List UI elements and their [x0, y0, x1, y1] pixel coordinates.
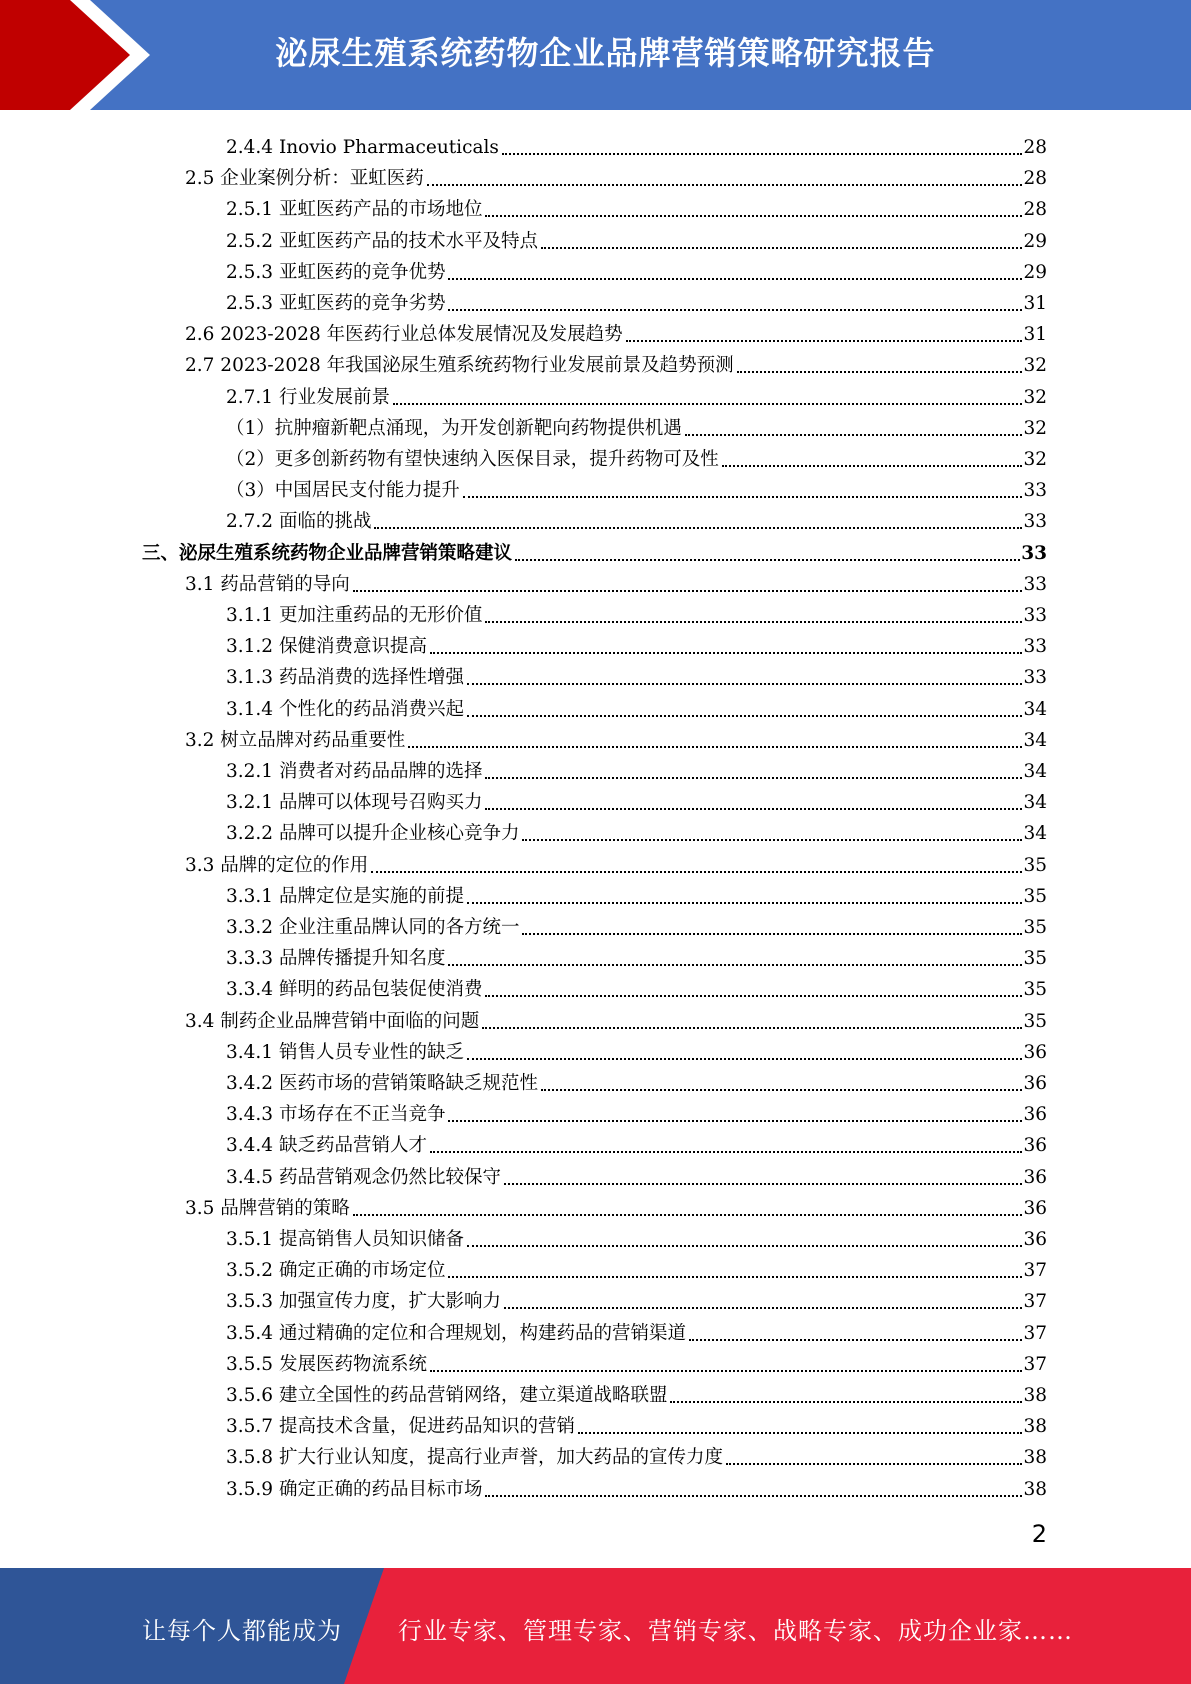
toc-leader-dots	[722, 464, 1023, 467]
toc-entry-page: 32	[1023, 449, 1047, 470]
toc-entry-page: 34	[1023, 792, 1047, 814]
toc-entry[interactable]	[226, 1438, 1047, 1469]
toc-entry-title: 2.6 2023-2028 年医药行业总体发展情况及发展趋势	[185, 324, 623, 346]
toc-entry-title: 3.3.2 企业注重品牌认同的各方统一	[226, 917, 520, 938]
toc-entry-page: 31	[1023, 324, 1047, 346]
toc-leader-dots	[541, 1088, 1022, 1091]
toc-entry[interactable]	[226, 690, 1047, 721]
toc-leader-dots	[578, 1431, 1022, 1434]
toc-entry-title: 2.5 企业案例分析：亚虹医药	[185, 168, 424, 190]
toc-leader-dots	[427, 183, 1023, 186]
toc-leader-dots	[502, 152, 1023, 155]
toc-entry-page: 35	[1023, 1010, 1047, 1032]
toc-entry[interactable]	[226, 627, 1047, 658]
footer-banner	[0, 1568, 1191, 1684]
toc-entry-title: 3.1.4 个性化的药品消费兴起	[226, 698, 464, 720]
toc-entry-page: 28	[1023, 168, 1047, 190]
toc-leader-dots	[408, 745, 1022, 748]
toc-leader-dots	[448, 308, 1022, 311]
toc-entry[interactable]	[185, 1189, 1047, 1220]
toc-entry-page: 34	[1023, 823, 1047, 845]
toc-entry[interactable]	[226, 752, 1047, 783]
toc-entry[interactable]	[226, 1095, 1047, 1126]
toc-entry-page: 35	[1023, 979, 1047, 1001]
toc-leader-dots	[485, 776, 1022, 779]
toc-entry-title: 3.3.4 鲜明的药品包装促使消费	[226, 979, 483, 1001]
toc-entry-page: 35	[1023, 854, 1047, 876]
toc-entry-title: （1）抗肿瘤新靶点涌现，为开发创新靶向药物提供机遇	[226, 417, 682, 439]
toc-entry-page: 29	[1023, 261, 1047, 283]
toc-leader-dots	[726, 1462, 1022, 1465]
toc-entry-page: 32	[1023, 386, 1047, 408]
toc-entry[interactable]	[226, 440, 1047, 471]
toc-leader-dots	[515, 558, 1020, 561]
toc-entry[interactable]	[226, 658, 1047, 689]
toc-entry[interactable]	[226, 222, 1047, 253]
toc-entry-page: 33	[1023, 480, 1047, 502]
toc-entry-title: 3.5.2 确定正确的市场定位	[226, 1260, 446, 1282]
toc-leader-dots	[504, 1182, 1022, 1185]
toc-entry-page: 35	[1023, 948, 1047, 970]
toc-entry-title: 3.2.1 消费者对药品品牌的选择	[226, 761, 483, 782]
toc-entry-title: 3.3 品牌的定位的作用	[185, 854, 369, 876]
toc-leader-dots	[467, 714, 1022, 717]
toc-leader-dots	[448, 1275, 1022, 1278]
toc-leader-dots	[504, 1306, 1022, 1309]
toc-leader-dots	[448, 277, 1022, 280]
toc-entry-title: 3.1 药品营销的导向	[185, 573, 350, 595]
toc-entry-page: 37	[1023, 1322, 1047, 1344]
toc-leader-dots	[393, 402, 1022, 405]
toc-entry-title: 3.5.3 加强宣传力度，扩大影响力	[226, 1291, 501, 1313]
toc-leader-dots	[374, 526, 1022, 529]
toc-entry-page: 37	[1023, 1260, 1047, 1282]
toc-entry[interactable]	[185, 1002, 1047, 1033]
header-banner	[0, 0, 1191, 110]
toc-entry-title: 3.4.1 销售人员专业性的缺乏	[226, 1041, 464, 1063]
toc-entry-title: 3.1.1 更加注重药品的无形价值	[226, 605, 483, 626]
toc-entry[interactable]	[226, 596, 1047, 627]
toc-entry-page: 36	[1023, 1229, 1047, 1250]
toc-entry-page: 38	[1023, 1447, 1047, 1469]
toc-leader-dots	[485, 994, 1022, 997]
toc-leader-dots	[448, 963, 1022, 966]
toc-entry-page: 34	[1023, 698, 1047, 720]
toc-entry-page: 38	[1023, 1478, 1047, 1500]
toc-entry[interactable]	[226, 1376, 1047, 1407]
toc-leader-dots	[670, 1400, 1022, 1403]
toc-entry-title: 2.4.4 Inovio Pharmaceuticals	[226, 137, 499, 158]
toc-leader-dots	[353, 1213, 1023, 1216]
toc-entry-page: 32	[1023, 417, 1047, 439]
toc-entry-title: 3.1.2 保健消费意识提高	[226, 636, 427, 658]
toc-leader-dots	[482, 1026, 1022, 1029]
toc-entry[interactable]	[226, 1345, 1047, 1376]
toc-entry-title: 2.5.3 亚虹医药的竞争劣势	[226, 293, 446, 314]
toc-entry-title: 3.3.1 品牌定位是实施的前提	[226, 885, 464, 907]
toc-leader-dots	[371, 870, 1022, 873]
toc-entry[interactable]	[226, 908, 1047, 939]
toc-leader-dots	[689, 1338, 1022, 1341]
toc-leader-dots	[522, 838, 1022, 841]
toc-entry-page: 36	[1023, 1166, 1047, 1188]
toc-entry-page: 33	[1023, 573, 1047, 595]
toc-entry-title: 3.2.2 品牌可以提升企业核心竞争力	[226, 823, 520, 845]
toc-entry[interactable]	[226, 502, 1047, 533]
toc-entry[interactable]	[185, 159, 1047, 190]
toc-entry[interactable]	[226, 814, 1047, 845]
toc-entry[interactable]	[226, 939, 1047, 970]
toc-entry[interactable]	[226, 378, 1047, 409]
toc-entry-page: 31	[1023, 293, 1047, 314]
toc-leader-dots	[485, 214, 1022, 217]
page-number: 2	[1031, 1520, 1047, 1548]
toc-entry[interactable]	[226, 128, 1047, 159]
toc-entry-page: 34	[1023, 761, 1047, 782]
toc-entry-title: 3.1.3 药品消费的选择性增强	[226, 667, 464, 689]
toc-entry[interactable]	[185, 721, 1047, 752]
toc-entry[interactable]	[226, 1220, 1047, 1251]
toc-entry[interactable]	[226, 783, 1047, 814]
toc-leader-dots	[430, 651, 1022, 654]
toc-entry-title: （3）中国居民支付能力提升	[226, 480, 460, 502]
toc-entry-page: 35	[1023, 917, 1047, 938]
toc-entry-page: 33	[1023, 605, 1047, 626]
toc-entry-page: 34	[1023, 729, 1047, 751]
toc-leader-dots	[467, 901, 1022, 904]
toc-entry-page: 36	[1023, 1041, 1047, 1063]
document-title: 泌尿生殖系统药物企业品牌营销策略研究报告	[275, 34, 936, 72]
toc-leader-dots	[485, 620, 1022, 623]
footer-slogan-left: 让每个人都能成为	[142, 1617, 342, 1645]
toc-entry-title: 2.7 2023-2028 年我国泌尿生殖系统药物行业发展前景及趋势预测	[185, 355, 734, 377]
toc-entry-title: 3.2 树立品牌对药品重要性	[185, 729, 406, 751]
toc-entry[interactable]	[226, 409, 1047, 440]
toc-entry-title: 3.5.9 确定正确的药品目标市场	[226, 1478, 483, 1500]
toc-leader-dots	[485, 1494, 1022, 1497]
toc-entry-page: 32	[1023, 355, 1047, 377]
toc-entry[interactable]	[226, 877, 1047, 908]
toc-entry-title: 2.5.2 亚虹医药产品的技术水平及特点	[226, 230, 538, 252]
toc-entry[interactable]	[226, 970, 1047, 1001]
toc-entry-page: 28	[1023, 199, 1047, 221]
toc-entry[interactable]	[226, 1064, 1047, 1095]
toc-entry-title: 3.5.4 通过精确的定位和合理规划，构建药品的营销渠道	[226, 1322, 686, 1344]
toc-entry-page: 38	[1023, 1385, 1047, 1406]
toc-entry[interactable]	[226, 284, 1047, 315]
toc-entry-title: 三、泌尿生殖系统药物企业品牌营销策略建议	[142, 542, 513, 564]
toc-entry[interactable]	[185, 346, 1047, 377]
toc-entry-title: 3.3.3 品牌传播提升知名度	[226, 948, 446, 970]
toc-entry-title: 3.4.5 药品营销观念仍然比较保守	[226, 1166, 501, 1188]
toc-entry[interactable]	[226, 1158, 1047, 1189]
toc-leader-dots	[463, 495, 1023, 498]
toc-entry-title: 3.5.8 扩大行业认知度，提高行业声誉，加大药品的宣传力度	[226, 1447, 723, 1469]
toc-entry[interactable]	[226, 1314, 1047, 1345]
toc-entry[interactable]	[185, 846, 1047, 877]
toc-entry-page: 35	[1023, 885, 1047, 907]
toc-entry[interactable]	[226, 1033, 1047, 1064]
toc-entry-title: 3.2.1 品牌可以体现号召购买力	[226, 792, 483, 814]
toc-entry[interactable]	[226, 471, 1047, 502]
toc-entry[interactable]	[142, 534, 1047, 565]
toc-entry-page: 33	[1023, 667, 1047, 689]
toc-leader-dots	[685, 433, 1023, 436]
toc-leader-dots	[467, 1244, 1022, 1247]
toc-entry[interactable]	[226, 190, 1047, 221]
toc-leader-dots	[737, 370, 1023, 373]
toc-entry-page: 36	[1023, 1135, 1047, 1157]
toc-entry-title: 3.5.5 发展医药物流系统	[226, 1353, 427, 1375]
toc-entry[interactable]	[226, 1126, 1047, 1157]
toc-entry[interactable]	[185, 315, 1047, 346]
toc-entry[interactable]	[226, 1407, 1047, 1438]
toc-entry-page: 36	[1023, 1197, 1047, 1219]
toc-entry-title: （2）更多创新药物有望快速纳入医保目录，提升药物可及性	[226, 449, 719, 470]
toc-entry-page: 37	[1023, 1291, 1047, 1313]
toc-entry-title: 2.5.1 亚虹医药产品的市场地位	[226, 199, 483, 221]
toc-leader-dots	[353, 589, 1023, 592]
footer-slogan-right: 行业专家、管理专家、营销专家、战略专家、成功企业家……	[398, 1617, 1073, 1645]
toc-entry[interactable]	[226, 1470, 1047, 1501]
toc-entry-title: 2.7.2 面临的挑战	[226, 511, 372, 533]
toc-entry[interactable]	[226, 1282, 1047, 1313]
toc-entry-title: 3.5.1 提高销售人员知识储备	[226, 1229, 464, 1250]
toc-entry-page: 38	[1023, 1416, 1047, 1438]
toc-leader-dots	[522, 932, 1022, 935]
toc-entry-page: 36	[1023, 1104, 1047, 1126]
toc-leader-dots	[430, 1369, 1022, 1372]
toc-leader-dots	[448, 1119, 1022, 1122]
toc-entry-title: 3.5 品牌营销的策略	[185, 1197, 350, 1219]
toc-entry-title: 3.4.2 医药市场的营销策略缺乏规范性	[226, 1073, 538, 1094]
toc-entry-page: 28	[1023, 137, 1047, 158]
toc-entry-page: 33	[1023, 511, 1047, 533]
toc-entry-title: 2.5.3 亚虹医药的竞争优势	[226, 261, 446, 283]
toc-leader-dots	[626, 339, 1023, 342]
toc-leader-dots	[485, 807, 1022, 810]
toc-entry-page: 37	[1023, 1353, 1047, 1375]
toc-leader-dots	[430, 1150, 1022, 1153]
toc-entry-title: 3.5.6 建立全国性的药品营销网络，建立渠道战略联盟	[226, 1385, 668, 1406]
toc-entry-page: 33	[1021, 542, 1047, 564]
toc-leader-dots	[541, 246, 1022, 249]
toc-entry-title: 3.4.3 市场存在不正当竞争	[226, 1104, 446, 1126]
toc-leader-dots	[467, 682, 1022, 685]
toc-entry-title: 3.5.7 提高技术含量，促进药品知识的营销	[226, 1416, 575, 1438]
toc-entry[interactable]	[185, 565, 1047, 596]
toc-entry-title: 3.4.4 缺乏药品营销人才	[226, 1135, 427, 1157]
toc-entry-title: 2.7.1 行业发展前景	[226, 386, 390, 408]
toc-entry-page: 29	[1023, 230, 1047, 252]
toc-entry-title: 3.4 制药企业品牌营销中面临的问题	[185, 1010, 480, 1032]
toc-entry[interactable]	[226, 1251, 1047, 1282]
toc-entry-page: 33	[1023, 636, 1047, 658]
toc-entry[interactable]	[226, 253, 1047, 284]
toc-entry-page: 36	[1023, 1073, 1047, 1094]
toc-leader-dots	[467, 1057, 1022, 1060]
